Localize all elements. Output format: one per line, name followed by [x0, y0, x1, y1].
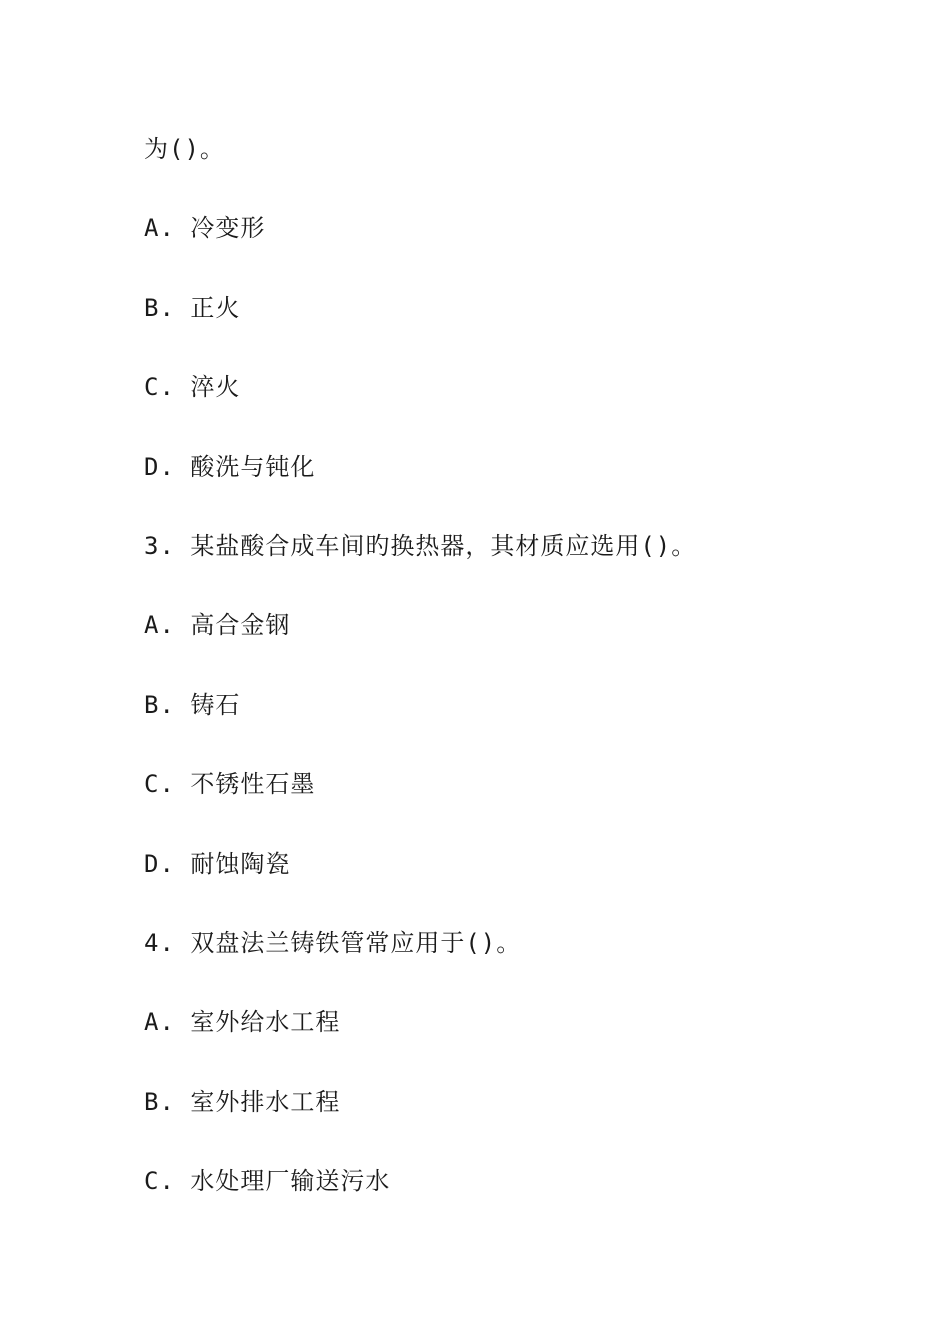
option-d: D. 酸洗与钝化 [144, 453, 316, 481]
option-d: D. 耐蚀陶瓷 [144, 850, 291, 878]
option-a: A. 室外给水工程 [144, 1008, 341, 1036]
question-continuation: 为()。 [144, 135, 225, 163]
option-a: A. 高合金钢 [144, 611, 291, 639]
option-b: B. 铸石 [144, 691, 241, 719]
question-4: 4. 双盘法兰铸铁管常应用于()。 [144, 929, 522, 957]
question-3: 3. 某盐酸合成车间旳换热器，其材质应选用()。 [144, 532, 697, 560]
option-a: A. 冷变形 [144, 214, 266, 242]
option-c: C. 不锈性石墨 [144, 770, 316, 798]
option-b: B. 正火 [144, 294, 241, 322]
option-c: C. 水处理厂输送污水 [144, 1167, 391, 1195]
option-b: B. 室外排水工程 [144, 1088, 341, 1116]
option-c: C. 淬火 [144, 373, 241, 401]
